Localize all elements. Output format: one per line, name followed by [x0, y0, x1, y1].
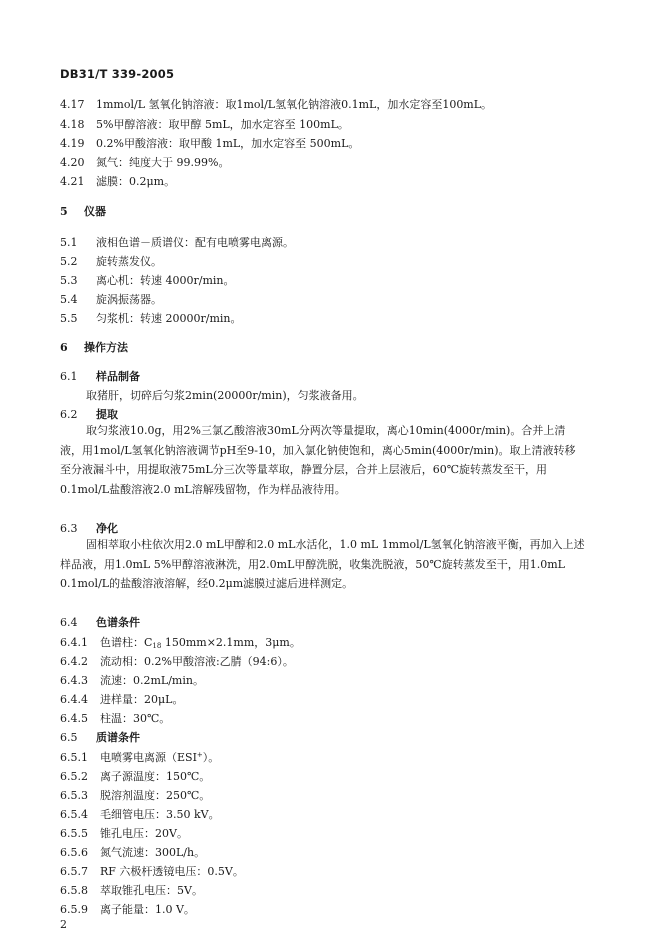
clause-4-20: 4.20 氮气：纯度大于 99.99%。: [60, 156, 230, 169]
clause-6-5-9: 6.5.9 离子能量：1.0 V。: [60, 903, 195, 916]
section-5-heading: 5 仪器: [60, 205, 106, 218]
clause-6-4-2: 6.4.2 流动相：0.2%甲酸溶液:乙腈（94:6）。: [60, 655, 294, 668]
clause-5-1: 5.1 液相色谱－质谱仪：配有电喷雾电离源。: [60, 236, 294, 249]
clause-6-3-body: 固相萃取小柱依次用2.0 mL甲醇和2.0 mL水活化，1.0 mL 1mmol/L氢氧化钠溶液平衡，再加入上述样品液，用1.0mL 5%甲醇溶液淋洗，用2.0mL甲醇洗脱，收集洗脱液，50℃旋转蒸发至干，用1.0mL 0.1mol/L的盐酸溶液溶解，经0.2μm滤膜过滤后进样测定。: [60, 538, 585, 590]
clause-5-4: 5.4 旋涡振荡器。: [60, 293, 162, 306]
clause-5-2: 5.2 旋转蒸发仪。: [60, 255, 162, 268]
clause-4-17: 4.17 1mmol/L 氢氧化钠溶液：取1mol/L氢氧化钠溶液0.1mL，加水定容至100mL。: [60, 98, 493, 111]
clause-6-1-heading: 6.1 样品制备: [60, 370, 140, 383]
clause-6-5-4: 6.5.4 毛细管电压：3.50 kV。: [60, 808, 220, 821]
clause-6-4-heading: 6.4 色谱条件: [60, 616, 140, 629]
clause-6-5-1: 6.5.1 电喷雾电离源（ESI+）。: [60, 751, 220, 764]
clause-6-5-8: 6.5.8 萃取锥孔电压：5V。: [60, 884, 203, 897]
clause-6-4-3: 6.4.3 流速：0.2mL/min。: [60, 674, 204, 687]
clause-5-3: 5.3 离心机：转速 4000r/min。: [60, 274, 235, 287]
standard-code-header: DB31/T 339-2005: [60, 67, 175, 81]
clause-6-3-heading: 6.3 净化: [60, 522, 118, 535]
clause-6-1-body: 取猪肝，切碎后匀浆2min(20000r/min)，匀浆液备用。: [86, 389, 364, 402]
clause-6-4-4: 6.4.4 进样量：20μL。: [60, 693, 184, 706]
clause-6-5-7: 6.5.7 RF 六极杆透镜电压：0.5V。: [60, 865, 244, 878]
clause-6-5-6: 6.5.6 氮气流速：300L/h。: [60, 846, 206, 859]
clause-6-4-5: 6.4.5 柱温：30℃。: [60, 712, 171, 725]
clause-4-18: 4.18 5%甲醇溶液：取甲醇 5mL，加水定容至 100mL。: [60, 118, 349, 131]
clause-4-21: 4.21 滤膜：0.2μm。: [60, 175, 176, 188]
clause-6-5-heading: 6.5 质谱条件: [60, 731, 140, 744]
page-number: 2: [60, 918, 67, 931]
clause-4-19: 4.19 0.2%甲酸溶液：取甲酸 1mL，加水定容至 500mL。: [60, 137, 360, 150]
clause-6-5-5: 6.5.5 锥孔电压：20V。: [60, 827, 188, 840]
clause-6-4-1: 6.4.1 色谱柱：$C_{18}$ 150mm×2.1mm，3μm。: [60, 636, 301, 650]
section-6-heading: 6 操作方法: [60, 341, 128, 354]
clause-5-5: 5.5 匀浆机：转速 20000r/min。: [60, 312, 242, 325]
clause-6-5-3: 6.5.3 脱溶剂温度：250℃。: [60, 789, 211, 802]
clause-6-2-body: 取匀浆液10.0g，用2%三氯乙酸溶液30mL分两次等量提取，离心10min(4000r/min)。合并上清液，用1mol/L氢氧化钠溶液调节pH至9-10，加入氯化钠使饱和，离心5min(4000r/min)。取上清液转移至分液漏斗中，用提取液75mL分三次等量萃取，静置分层，合并上层液后，60℃旋转蒸发至干，用0.1mol/L盐酸溶液2.0 mL溶解残留物，作为样品液待用。: [60, 424, 576, 496]
clause-6-2-heading: 6.2 提取: [60, 408, 118, 421]
clause-6-5-2: 6.5.2 离子源温度：150℃。: [60, 770, 211, 783]
